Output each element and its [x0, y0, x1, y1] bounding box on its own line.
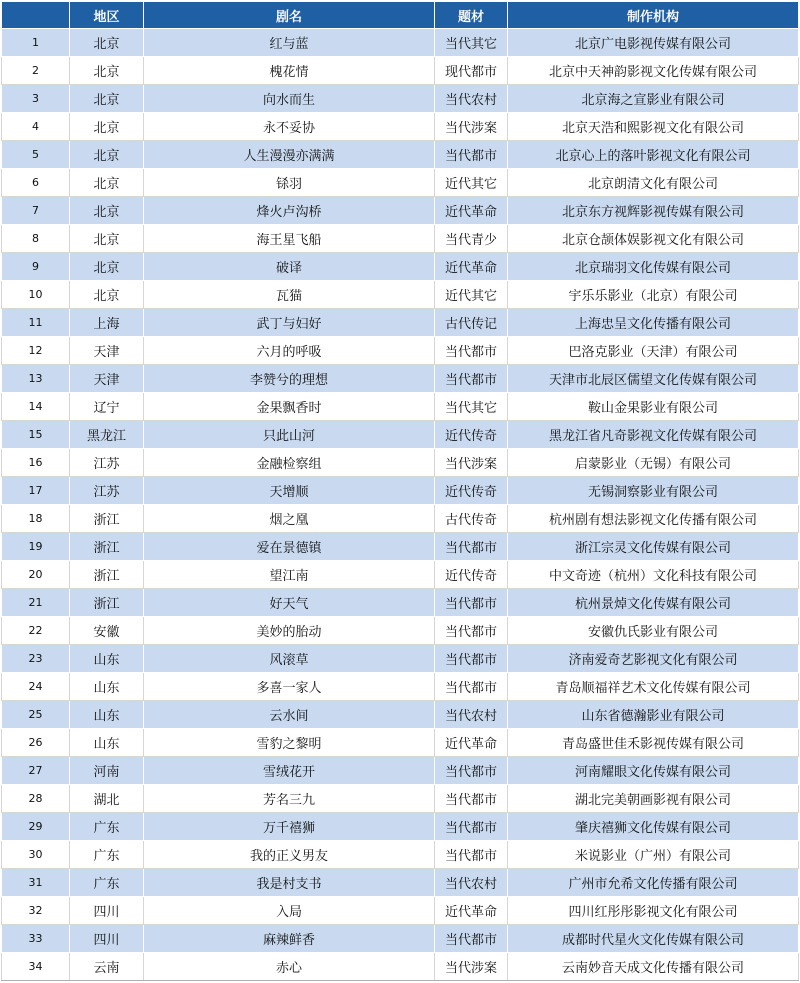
table-row: [2, 225, 799, 253]
cell-genre: 近代革命: [435, 197, 508, 225]
cell-title: 烽火卢沟桥: [144, 197, 435, 225]
cell-producer: 巴洛克影业（天津）有限公司: [508, 337, 799, 365]
table-row: [2, 449, 799, 477]
cell-title: 雪绒花开: [144, 757, 435, 785]
table-row: [2, 169, 799, 197]
cell-title: 入局: [144, 897, 435, 925]
cell-genre: 当代都市: [435, 785, 508, 813]
cell-index: 27: [2, 757, 70, 785]
table-row: [2, 85, 799, 113]
cell-index: 14: [2, 393, 70, 421]
cell-region: 浙江: [70, 561, 144, 589]
cell-title: 向水而生: [144, 85, 435, 113]
cell-producer: 北京中天神韵影视文化传媒有限公司: [508, 57, 799, 85]
cell-region: 山东: [70, 701, 144, 729]
cell-producer: 中文奇迹（杭州）文化科技有限公司: [508, 561, 799, 589]
cell-genre: 当代涉案: [435, 953, 508, 981]
cell-producer: 河南耀眼文化传媒有限公司: [508, 757, 799, 785]
cell-producer: 北京朗清文化有限公司: [508, 169, 799, 197]
cell-title: 赤心: [144, 953, 435, 981]
cell-genre: 近代传奇: [435, 477, 508, 505]
cell-index: 30: [2, 841, 70, 869]
cell-producer: 青岛顺福祥艺术文化传媒有限公司: [508, 673, 799, 701]
cell-producer: 浙江宗灵文化传媒有限公司: [508, 533, 799, 561]
cell-producer: 山东省德瀚影业有限公司: [508, 701, 799, 729]
drama-table-container: [1, 1, 798, 981]
cell-genre: 当代青少: [435, 225, 508, 253]
cell-title: 美妙的胎动: [144, 617, 435, 645]
cell-producer: 宇乐乐影业（北京）有限公司: [508, 281, 799, 309]
cell-genre: 当代都市: [435, 813, 508, 841]
cell-region: 广东: [70, 813, 144, 841]
table-row: [2, 141, 799, 169]
table-row: [2, 757, 799, 785]
cell-producer: 云南妙音天成文化传播有限公司: [508, 953, 799, 981]
cell-region: 浙江: [70, 589, 144, 617]
cell-genre: 当代农村: [435, 85, 508, 113]
cell-genre: 当代都市: [435, 645, 508, 673]
cell-region: 天津: [70, 337, 144, 365]
table-row: [2, 533, 799, 561]
table-row: [2, 197, 799, 225]
cell-index: 2: [2, 57, 70, 85]
table-row: [2, 365, 799, 393]
cell-genre: 当代都市: [435, 365, 508, 393]
cell-genre: 当代都市: [435, 925, 508, 953]
cell-producer: 天津市北辰区儒望文化传媒有限公司: [508, 365, 799, 393]
cell-index: 1: [2, 29, 70, 57]
cell-title: 麻辣鲜香: [144, 925, 435, 953]
cell-region: 上海: [70, 309, 144, 337]
table-row: [2, 57, 799, 85]
table-row: [2, 589, 799, 617]
cell-producer: 无锡洞察影业有限公司: [508, 477, 799, 505]
cell-title: 天增顺: [144, 477, 435, 505]
cell-index: 12: [2, 337, 70, 365]
cell-index: 5: [2, 141, 70, 169]
cell-index: 4: [2, 113, 70, 141]
cell-producer: 湖北完美朝画影视有限公司: [508, 785, 799, 813]
table-row: [2, 281, 799, 309]
cell-genre: 古代传奇: [435, 505, 508, 533]
cell-producer: 四川红彤彤影视文化有限公司: [508, 897, 799, 925]
cell-producer: 黑龙江省凡奇影视文化传媒有限公司: [508, 421, 799, 449]
cell-index: 13: [2, 365, 70, 393]
cell-genre: 近代传奇: [435, 421, 508, 449]
cell-index: 19: [2, 533, 70, 561]
cell-title: 金果飘香时: [144, 393, 435, 421]
cell-genre: 当代都市: [435, 673, 508, 701]
cell-region: 黑龙江: [70, 421, 144, 449]
cell-index: 18: [2, 505, 70, 533]
table-row: [2, 869, 799, 897]
cell-index: 21: [2, 589, 70, 617]
cell-producer: 杭州剧有想法影视文化传播有限公司: [508, 505, 799, 533]
cell-index: 16: [2, 449, 70, 477]
cell-index: 31: [2, 869, 70, 897]
table-row: [2, 953, 799, 981]
cell-genre: 当代都市: [435, 589, 508, 617]
cell-index: 33: [2, 925, 70, 953]
cell-title: 人生漫漫亦满满: [144, 141, 435, 169]
table-row: [2, 729, 799, 757]
table-row: [2, 477, 799, 505]
table-row: [2, 701, 799, 729]
header-region: 地区: [70, 2, 144, 29]
cell-title: 破译: [144, 253, 435, 281]
cell-region: 天津: [70, 365, 144, 393]
cell-genre: 当代农村: [435, 869, 508, 897]
table-row: [2, 897, 799, 925]
cell-title: 六月的呼吸: [144, 337, 435, 365]
cell-index: 8: [2, 225, 70, 253]
cell-title: 红与蓝: [144, 29, 435, 57]
cell-region: 河南: [70, 757, 144, 785]
table-row: [2, 925, 799, 953]
cell-index: 23: [2, 645, 70, 673]
cell-genre: 当代都市: [435, 757, 508, 785]
cell-title: 万千禧狮: [144, 813, 435, 841]
cell-index: 6: [2, 169, 70, 197]
cell-index: 29: [2, 813, 70, 841]
cell-genre: 古代传记: [435, 309, 508, 337]
cell-producer: 北京仓颉体娱影视文化有限公司: [508, 225, 799, 253]
cell-region: 北京: [70, 113, 144, 141]
table-row: [2, 113, 799, 141]
cell-region: 广东: [70, 869, 144, 897]
cell-region: 山东: [70, 729, 144, 757]
cell-genre: 当代都市: [435, 141, 508, 169]
cell-index: 15: [2, 421, 70, 449]
cell-region: 北京: [70, 57, 144, 85]
table-row: [2, 645, 799, 673]
cell-region: 云南: [70, 953, 144, 981]
cell-producer: 上海忠呈文化传播有限公司: [508, 309, 799, 337]
cell-title: 风滚草: [144, 645, 435, 673]
cell-region: 山东: [70, 673, 144, 701]
cell-title: 武丁与妇好: [144, 309, 435, 337]
header-genre: 题材: [435, 2, 508, 29]
cell-index: 26: [2, 729, 70, 757]
table-row: [2, 617, 799, 645]
cell-producer: 成都时代星火文化传媒有限公司: [508, 925, 799, 953]
cell-region: 北京: [70, 253, 144, 281]
cell-genre: 近代革命: [435, 253, 508, 281]
table-row: [2, 785, 799, 813]
cell-producer: 济南爱奇艺影视文化有限公司: [508, 645, 799, 673]
cell-genre: 近代其它: [435, 169, 508, 197]
table-body: [2, 29, 799, 981]
table-row: [2, 309, 799, 337]
table-row: [2, 393, 799, 421]
cell-region: 辽宁: [70, 393, 144, 421]
cell-region: 北京: [70, 85, 144, 113]
cell-genre: 当代都市: [435, 337, 508, 365]
cell-title: 烟之凰: [144, 505, 435, 533]
cell-index: 25: [2, 701, 70, 729]
cell-title: 我是村支书: [144, 869, 435, 897]
cell-genre: 近代革命: [435, 729, 508, 757]
cell-index: 7: [2, 197, 70, 225]
cell-region: 北京: [70, 141, 144, 169]
cell-title: 云水间: [144, 701, 435, 729]
cell-index: 11: [2, 309, 70, 337]
cell-genre: 当代其它: [435, 393, 508, 421]
drama-table: [1, 1, 799, 981]
cell-producer: 杭州景焯文化传媒有限公司: [508, 589, 799, 617]
header-title: 剧名: [144, 2, 435, 29]
table-row: [2, 29, 799, 57]
cell-title: 望江南: [144, 561, 435, 589]
cell-genre: 当代都市: [435, 533, 508, 561]
cell-genre: 近代革命: [435, 897, 508, 925]
cell-region: 浙江: [70, 505, 144, 533]
cell-title: 爱在景德镇: [144, 533, 435, 561]
cell-producer: 北京广电影视传媒有限公司: [508, 29, 799, 57]
cell-producer: 启蒙影业（无锡）有限公司: [508, 449, 799, 477]
cell-title: 好天气: [144, 589, 435, 617]
cell-region: 北京: [70, 197, 144, 225]
cell-producer: 北京心上的落叶影视文化有限公司: [508, 141, 799, 169]
cell-region: 湖北: [70, 785, 144, 813]
cell-region: 四川: [70, 925, 144, 953]
table-row: [2, 337, 799, 365]
cell-genre: 近代传奇: [435, 561, 508, 589]
cell-index: 22: [2, 617, 70, 645]
table-header: [2, 2, 799, 29]
cell-genre: 当代都市: [435, 841, 508, 869]
cell-producer: 安徽仇氏影业有限公司: [508, 617, 799, 645]
cell-genre: 当代涉案: [435, 449, 508, 477]
cell-index: 3: [2, 85, 70, 113]
cell-title: 李赞兮的理想: [144, 365, 435, 393]
cell-index: 34: [2, 953, 70, 981]
cell-title: 雪豹之黎明: [144, 729, 435, 757]
cell-genre: 当代农村: [435, 701, 508, 729]
header-producer: 制作机构: [508, 2, 799, 29]
cell-producer: 肇庆禧狮文化传媒有限公司: [508, 813, 799, 841]
cell-genre: 当代其它: [435, 29, 508, 57]
cell-title: 芳名三九: [144, 785, 435, 813]
cell-region: 江苏: [70, 449, 144, 477]
cell-producer: 北京海之宣影业有限公司: [508, 85, 799, 113]
cell-index: 9: [2, 253, 70, 281]
cell-title: 我的正义男友: [144, 841, 435, 869]
header-row: [2, 2, 799, 29]
cell-region: 安徽: [70, 617, 144, 645]
table-row: [2, 813, 799, 841]
cell-region: 浙江: [70, 533, 144, 561]
cell-title: 只此山河: [144, 421, 435, 449]
table-row: [2, 841, 799, 869]
cell-title: 瓦猫: [144, 281, 435, 309]
cell-genre: 现代都市: [435, 57, 508, 85]
table-row: [2, 421, 799, 449]
cell-genre: 近代其它: [435, 281, 508, 309]
cell-producer: 鞍山金果影业有限公司: [508, 393, 799, 421]
cell-index: 32: [2, 897, 70, 925]
cell-producer: 北京东方视辉影视传媒有限公司: [508, 197, 799, 225]
cell-index: 24: [2, 673, 70, 701]
cell-title: 铩羽: [144, 169, 435, 197]
cell-region: 北京: [70, 29, 144, 57]
cell-index: 28: [2, 785, 70, 813]
cell-region: 山东: [70, 645, 144, 673]
cell-producer: 北京天浩和熙影视文化有限公司: [508, 113, 799, 141]
cell-genre: 当代都市: [435, 617, 508, 645]
cell-region: 江苏: [70, 477, 144, 505]
cell-producer: 青岛盛世佳禾影视传媒有限公司: [508, 729, 799, 757]
cell-title: 槐花情: [144, 57, 435, 85]
cell-region: 四川: [70, 897, 144, 925]
table-row: [2, 505, 799, 533]
cell-index: 20: [2, 561, 70, 589]
cell-region: 广东: [70, 841, 144, 869]
cell-region: 北京: [70, 281, 144, 309]
table-row: [2, 253, 799, 281]
table-row: [2, 561, 799, 589]
cell-producer: 米说影业（广州）有限公司: [508, 841, 799, 869]
cell-title: 多喜一家人: [144, 673, 435, 701]
cell-producer: 北京瑞羽文化传媒有限公司: [508, 253, 799, 281]
cell-producer: 广州市允希文化传播有限公司: [508, 869, 799, 897]
cell-title: 永不妥协: [144, 113, 435, 141]
table-row: [2, 673, 799, 701]
cell-region: 北京: [70, 169, 144, 197]
cell-title: 金融检察组: [144, 449, 435, 477]
cell-index: 17: [2, 477, 70, 505]
cell-genre: 当代涉案: [435, 113, 508, 141]
cell-title: 海王星飞船: [144, 225, 435, 253]
header-index: [2, 2, 70, 29]
cell-index: 10: [2, 281, 70, 309]
cell-region: 北京: [70, 225, 144, 253]
